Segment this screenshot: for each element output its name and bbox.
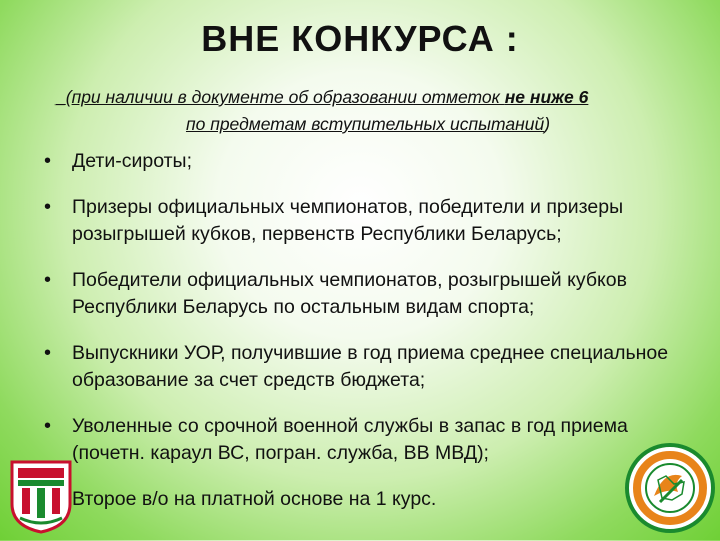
- list-item-text: Второе в/о на платной основе на 1 курс.: [72, 488, 437, 510]
- admission-note: [56, 84, 680, 138]
- list-item: [44, 267, 680, 321]
- list-item-text: Дети-сироты;: [72, 150, 192, 172]
- list-item: [44, 148, 680, 175]
- note-close-paren: ): [544, 114, 551, 134]
- bullet-list: [44, 148, 680, 532]
- list-item: [44, 340, 680, 394]
- slide-title: ВНЕ КОНКУРСА :: [201, 18, 519, 59]
- bullet-dot: •: [44, 342, 52, 364]
- list-item-text: Призеры официальных чемпионатов, победители и призеры розыгрышей кубков, первенств Республики Беларусь;: [72, 196, 624, 245]
- list-item: [44, 486, 680, 513]
- university-emblem-icon: [8, 458, 74, 534]
- bullet-dot: •: [44, 269, 52, 291]
- note-subjects: по предметам вступительных испытаний: [185, 114, 545, 134]
- list-item-text: Выпускники УОР, получившие в год приема среднее специальное образование за счет средств бюджета;: [72, 342, 669, 391]
- list-item: [44, 413, 680, 467]
- note-line-1: [56, 84, 680, 111]
- sport-university-seal-icon: [624, 440, 716, 536]
- note-lead: _: [56, 87, 66, 107]
- list-item-text: Уволенные со срочной военной службы в запас в год приема (почетн. караул ВС, погран. служба, ВВ МВД);: [72, 415, 628, 464]
- list-item-text: Победители официальных чемпионатов, розыгрышей кубков Республики Беларусь по остальным видам спорта;: [72, 269, 627, 318]
- bullet-dot: •: [44, 150, 52, 172]
- bullet-dot: •: [44, 415, 52, 437]
- bullet-dot: •: [44, 196, 52, 218]
- note-text: при наличии в документе об образовании отметок: [71, 87, 505, 107]
- note-open-paren: (: [65, 87, 72, 107]
- note-emphasis: не ниже 6: [504, 87, 589, 107]
- note-line-2: [56, 111, 680, 138]
- list-item: [44, 194, 680, 248]
